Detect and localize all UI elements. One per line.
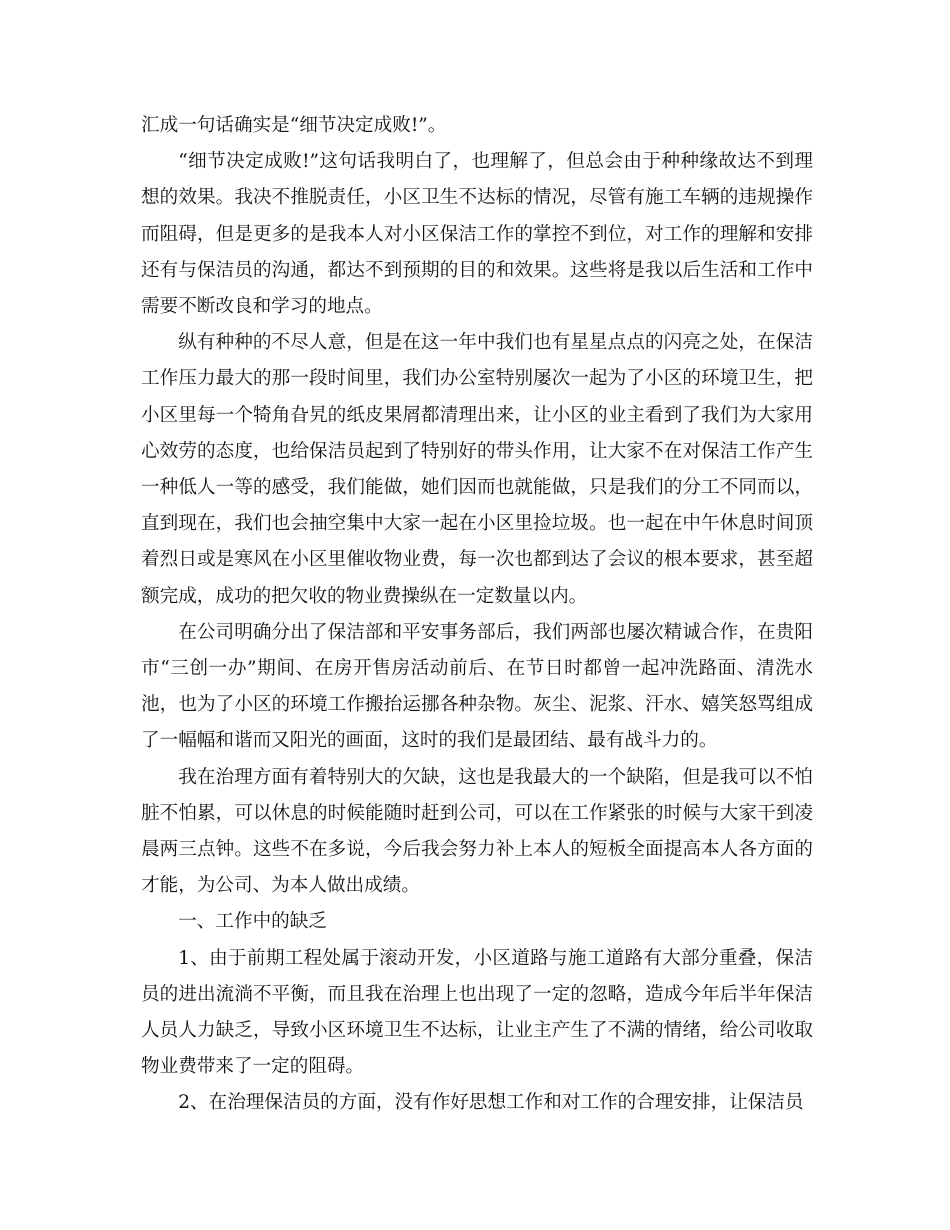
paragraph-details-decide: “细节决定成败!”这句话我明白了，也理解了，但总会由于种种缘故达不到理想的效果。我决不推脱责任，小区卫生不达标的情况，尽管有施工车辆的违规操作而阻碍，但是更多的是我本人对小区保洁工作的掌控不到位，对工作的理解和安排还有与保洁员的沟通，都达不到预期的目的和效果。这些将是我以后生活和工作中需要不断改良和学习的地点。 bbox=[141, 151, 813, 318]
document-body bbox=[141, 108, 813, 1122]
list-item-1: 1、由于前期工程处属于滚动开发，小区道路与施工道路有大部分重叠，保洁员的进出流淌不平衡，而且我在治理上也出现了一定的忽略，造成今年后半年保洁人员人力缺乏，导致小区环境卫生不达标，让业主产生了不满的情绪，给公司收取物业费带来了一定的阻碍。 bbox=[141, 947, 813, 1078]
paragraph-continuation: 汇成一句话确实是“细节决定成败!”。 bbox=[141, 115, 447, 136]
paragraph-highlights: 纵有种种的不尽人意，但是在这一年中我们也有星星点点的闪亮之处，在保洁工作压力最大的那一段时间里，我们办公室特别屡次一起为了小区的环境卫生，把小区里每一个犄角旮旯的纸皮果屑都清理出来，让小区的业主看到了我们为大家用心效劳的态度，也给保洁员起到了特别好的带头作用，让大家不在对保洁工作产生一种低人一等的感受，我们能做，她们因而也就能做，只是我们的分工不同而以，直到现在，我们也会抽空集中大家一起在小区里捡垃圾。也一起在中午休息时间顶着烈日或是寒风在小区里催收物业费，每一次也都到达了会议的根本要求，甚至超额完成，成功的把欠收的物业费操纵在一定数量以内。 bbox=[141, 332, 813, 607]
list-item-2: 2、在治理保洁员的方面，没有作好思想工作和对工作的合理安排，让保洁员 bbox=[178, 1092, 804, 1114]
section-heading-shortcomings: 一、工作中的缺乏 bbox=[178, 911, 327, 933]
paragraph-management-shortcoming: 我在治理方面有着特别大的欠缺，这也是我最大的一个缺陷，但是我可以不怕脏不怕累，可以休息的时候能随时赶到公司，可以在工作紧张的时候与大家干到凌晨两三点钟。这些不在多说，今后我会努力补上本人的短板全面提高本人各方面的才能，为公司、为本人做出成绩。 bbox=[141, 766, 813, 897]
paragraph-cooperation: 在公司明确分出了保洁部和平安事务部后，我们两部也屡次精诚合作，在贵阳市“三创一办”期间、在房开售房活动前后、在节日时都曾一起冲洗路面、清洗水池，也为了小区的环境工作搬抬运挪各种杂物。灰尘、泥浆、汗水、嬉笑怒骂组成了一幅幅和谐而又阳光的画面，这时的我们是最团结、最有战斗力的。 bbox=[141, 621, 813, 752]
